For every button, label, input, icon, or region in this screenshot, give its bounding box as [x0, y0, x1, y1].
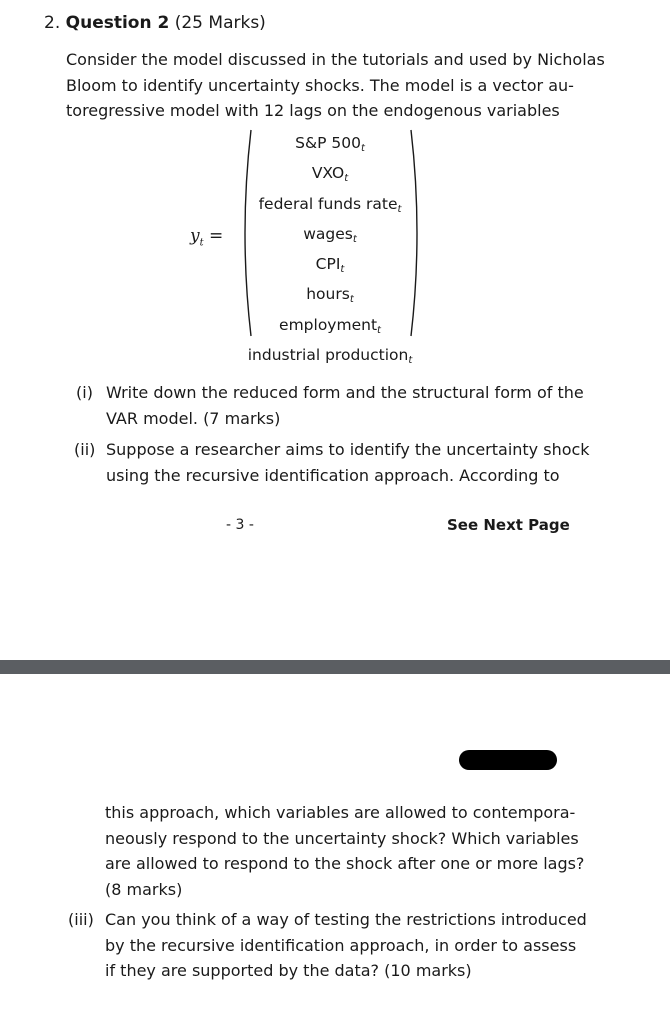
lhs-subscript: t	[199, 237, 204, 249]
vector-entry: federal funds rate$_t$	[258, 194, 402, 215]
intro-line: toregressive model with 12 lags on the endogenous variables	[66, 101, 560, 120]
item-text: Write down the reduced form and the structural form of the VAR model. (7 marks)	[106, 383, 584, 428]
question-marks: (25 Marks)	[174, 13, 266, 33]
vector-entry: hours$_t$	[306, 285, 354, 306]
page-number: - 3 -	[226, 517, 254, 533]
item-number: (i)	[76, 383, 93, 402]
intro-line: Bloom to identify uncertainty shocks. The model is a vector au-	[66, 75, 574, 95]
vector-entry: wages$_t$	[303, 224, 357, 245]
redaction-mark	[459, 750, 557, 770]
variable-vector	[246, 131, 414, 373]
lhs-variable: y	[190, 226, 200, 246]
see-next-page: See Next Page	[447, 516, 570, 534]
vector-entry: industrial production$_t$	[247, 346, 413, 367]
item-text: Suppose a researcher aims to identify the uncertainty shock using the recursive identification approach. According to	[106, 440, 590, 485]
item-number: (ii)	[74, 440, 96, 459]
item-text: Can you think of a way of testing the restrictions introduced by the recursive identification approach, in order to assess if they are supported by the data? (10 marks)	[105, 910, 587, 980]
equation-lhs	[190, 226, 223, 248]
equals-sign: =	[209, 226, 224, 246]
vector-entry: $VXO_t$	[311, 164, 349, 185]
question-heading	[44, 13, 266, 33]
question-intro	[66, 47, 605, 124]
vector-entry: employment$_t$	[279, 315, 381, 336]
intro-line: Consider the model discussed in the tutorials and used by Nicholas	[66, 50, 605, 69]
item-number: (iii)	[68, 910, 94, 929]
question-title: Question 2	[65, 13, 170, 33]
vector-entry: S&P $500_t$	[295, 134, 365, 154]
item-ii-continuation: this approach, which variables are allowed to contempora- neously respond to the uncertainty shock? Which variables are allowed to respond to the shock after one or more lags? (8 marks)	[105, 803, 585, 899]
vector-entry: $CPI_t$	[315, 255, 345, 276]
question-number: 2.	[44, 13, 61, 33]
page-divider	[0, 660, 670, 674]
